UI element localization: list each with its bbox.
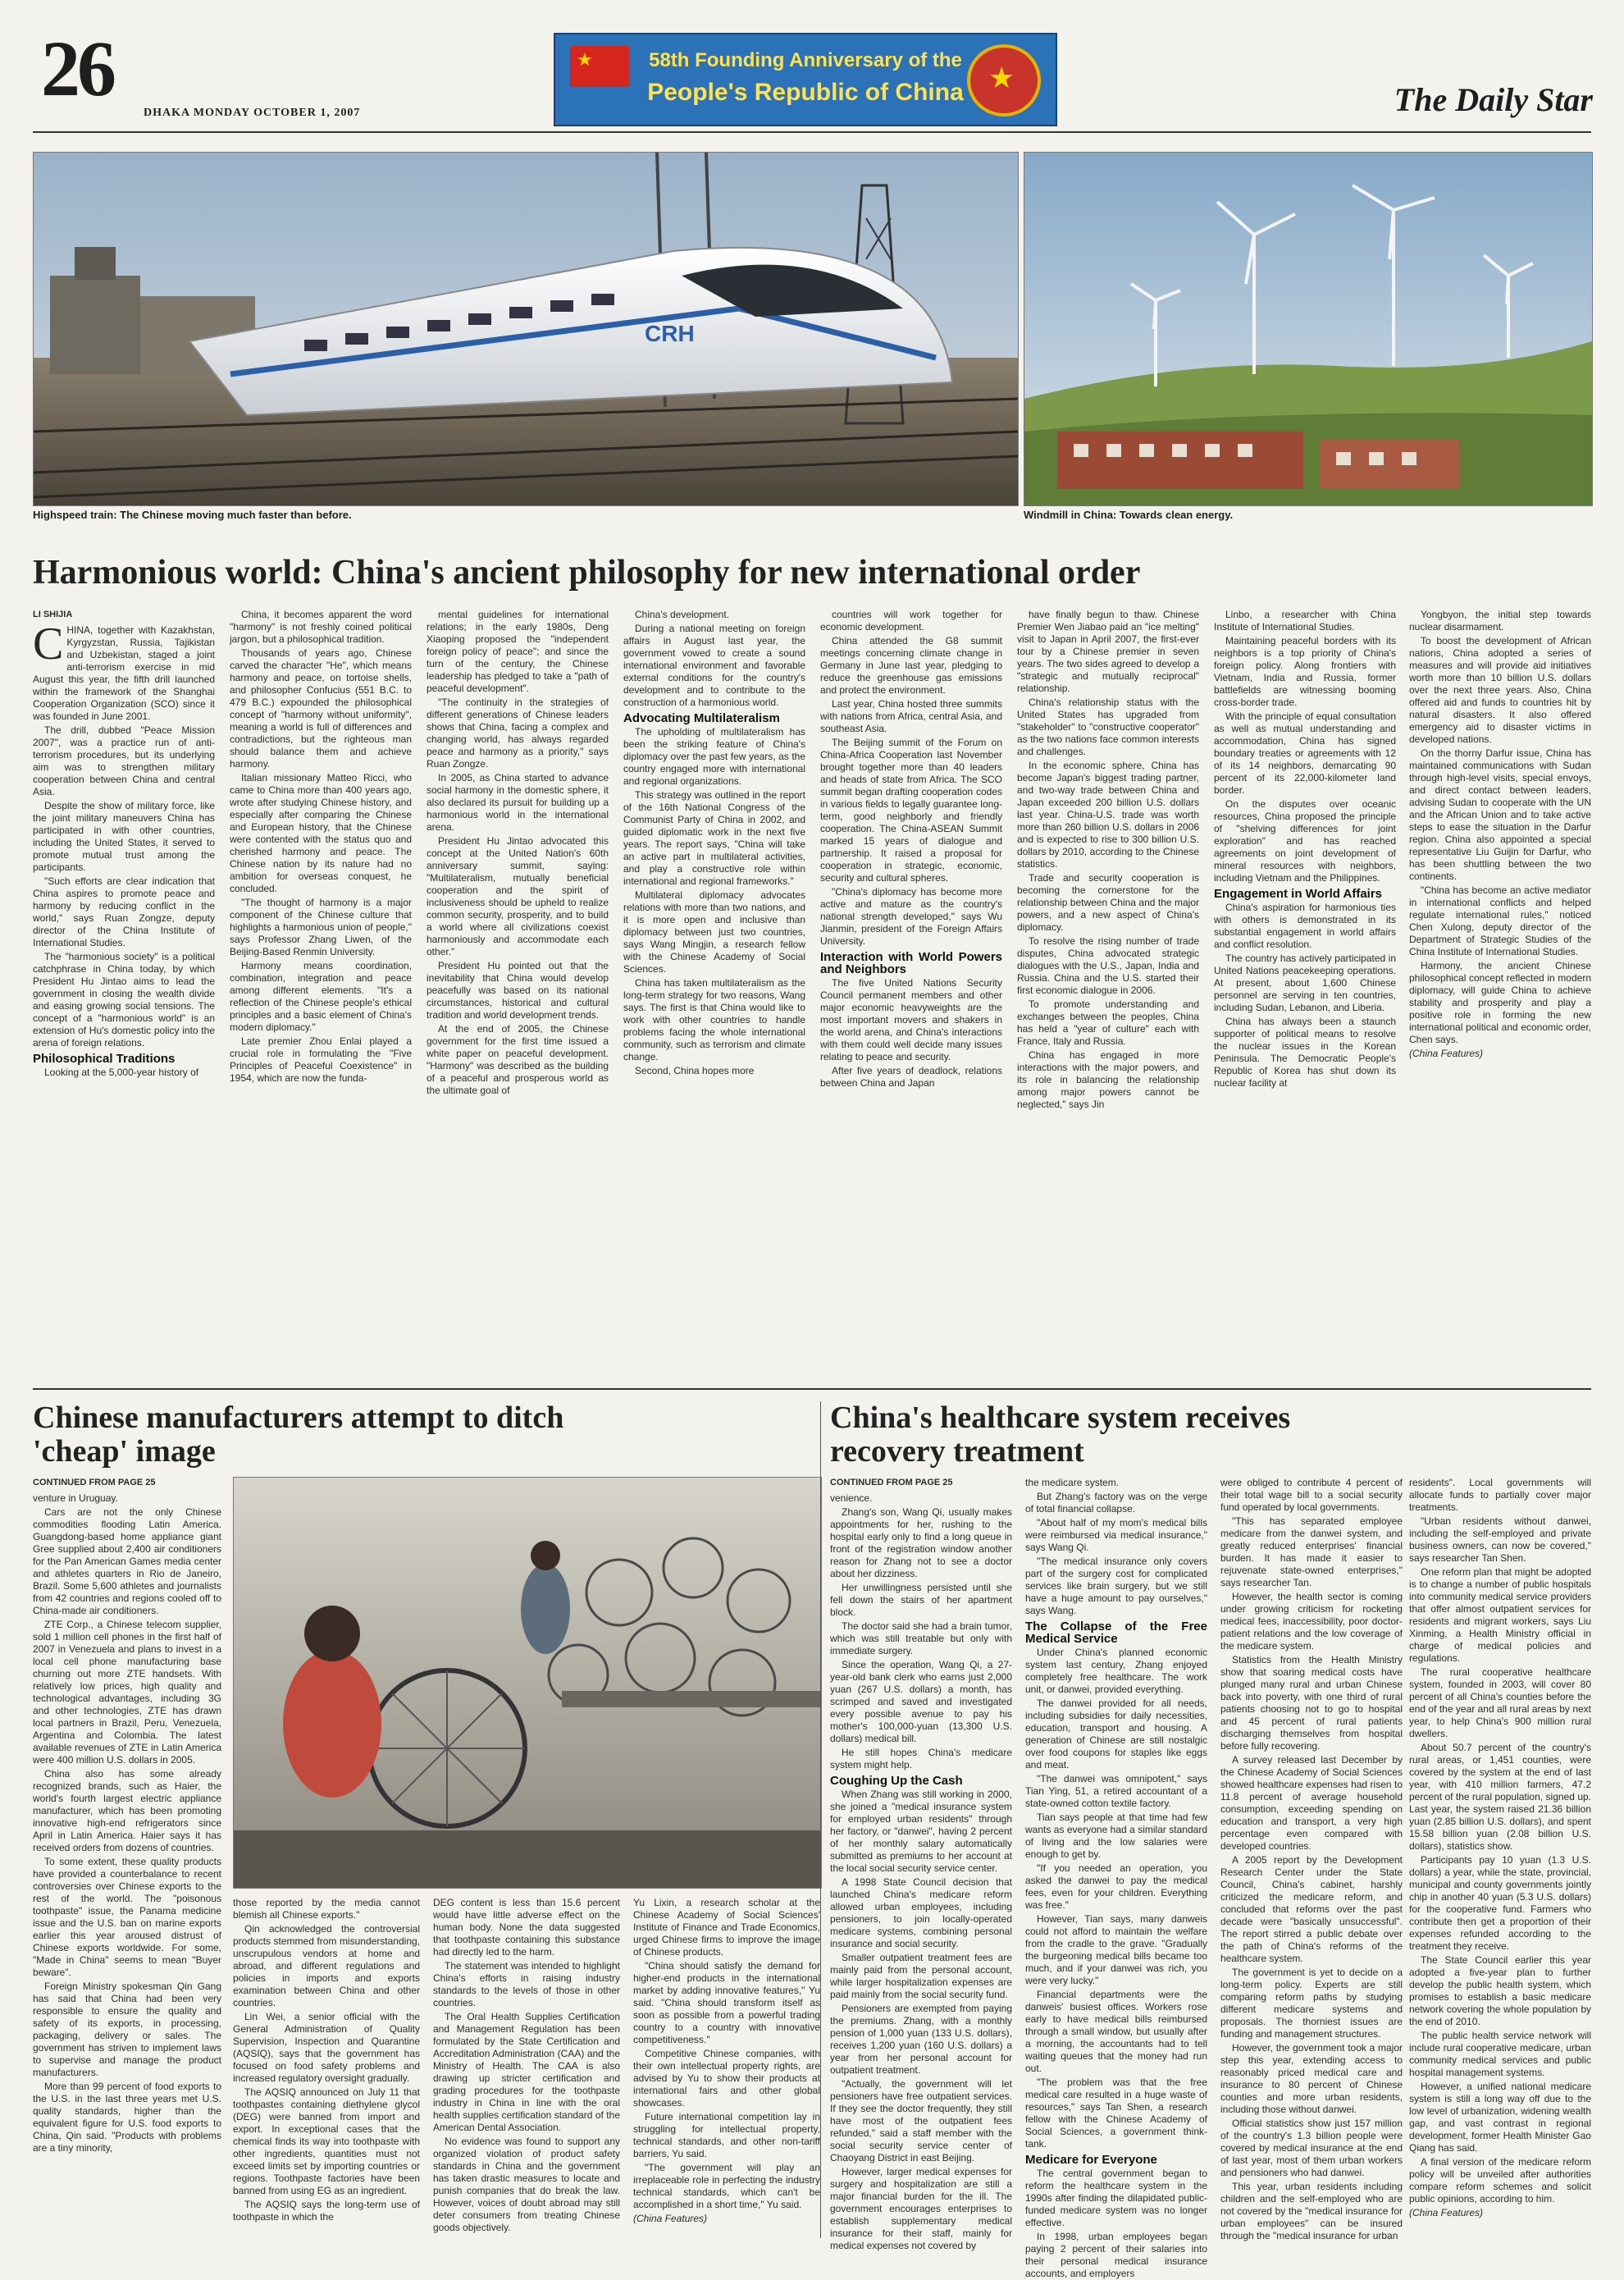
article1-paragraph: Harmony means coordination, combination, integration and peace among different elements. "It's a reflection of the Chinese people's ethical principles and a basic element of China's modern diplomacy." [230, 960, 412, 1033]
article1-paragraph: "China has become an active mediator in international conflicts and helped regulate international rules," noticed Chen Xulong, deputy director of the Department of Strategic Studies of the China Institute of International Studies. [1409, 884, 1591, 957]
article3-subhead: Medicare for Everyone [1025, 2153, 1157, 2167]
article2-paragraph: More than 99 percent of food exports to the U.S. in the last three years met U.S. quality standards, higher than the equivalent figure for U.S. food exports to China, Qin said. "Products with problems are a tiny minority, [33, 2081, 221, 2154]
article3-paragraph: A survey released last December by the Chinese Academy of Social Sciences showed healthcare expenses had risen to 11.8 percent of average household consumption, exceeding spending on education and transport, a very high percentage even compared with developed countries. [1220, 1754, 1403, 1852]
article1-paragraph: This strategy was outlined in the report of the 16th National Congress of the Communist Party of China in 2002, and guided diplomatic work in the next five years. The report says, "China will take an active part in multilateral activities, and play a constructive role within international and regional frameworks." [623, 789, 805, 887]
article1-paragraph: The five United Nations Security Council permanent members and other major economic heavyweights are the most important movers and shakers in the world arena, and China's interactions with them could well decide many issues relating to peace and security. [820, 977, 1002, 1062]
article1-paragraph: During a national meeting on foreign affairs in August last year, the government vowed to create a sound international environment and favorable external conditions for the country's development and to contribute to the construction of a harmonious world. [623, 623, 805, 708]
article1-paragraph: In 2005, as China started to advance social harmony in the domestic sphere, it also declared its pursuit for building up a harmonious world in the international arena. [427, 772, 609, 833]
anniversary-banner [554, 33, 1057, 126]
article1-paragraph: "The thought of harmony is a major component of the Chinese culture that highlights a harmonious union of people," says Professor Zhang Liwen, of the Beijing-Based Renmin University. [230, 897, 412, 957]
article2-paragraph: those reported by the media cannot blemish all Chinese exports." [233, 1897, 420, 1921]
article1-subhead: Advocating Multilateralism [623, 711, 780, 725]
article1-paragraph: mental guidelines for international relations; in the early 1980s, Deng Xiaoping proposed the "independent foreign policy of peace"; and since the turn of the century, the Chinese leadership has pledged to take a "path of peaceful development". [427, 609, 609, 694]
article3-paragraph: The central government began to reform the healthcare system in the 1990s after finding the dilapidated public-funded medicare system was no longer effective. [1025, 2168, 1207, 2228]
article3-paragraph: venience. [830, 1492, 873, 1504]
article3-paragraph: The government is yet to decide on a long-term policy. Experts are still comparing reform paths by studying different medicare systems and proposals. The thorniest issues are funding and management structures. [1220, 1967, 1403, 2040]
article3-paragraph: Since the operation, Wang Qi, a 27-year-old bank clerk who earns just 2,000 yuan (267 U.S. dollars) a month, has scrimped and saved and investigated every possible avenue to pay his mother's 100,000-yuan (13,300 U.S. dollars) medical bill. [830, 1659, 1012, 1744]
masthead-rule [33, 131, 1591, 133]
article1-paragraph: countries will work together for economic development. [820, 609, 1002, 633]
article1-paragraph: After five years of deadlock, relations between China and Japan [820, 1065, 1002, 1089]
article3-paragraph: The danwei provided for all needs, including subsidies for daily necessities, education, transport and housing. A generation of Chinese are still nostalgic over food coupons for staples like eggs and meat. [1025, 1697, 1207, 1771]
article3-headline [830, 1401, 1591, 1469]
article1-paragraph: To resolve the rising number of trade disputes, China advocated strategic dialogues with the U.S., Japan, India and Russia. China and the U.S. started their first economic dialogue in 2006. [1017, 935, 1199, 996]
article1-paragraph: President Hu pointed out that the inevitability that China would develop peacefully was based on its national circumstances, historical and cultural tradition and world development trends. [427, 960, 609, 1021]
article3-paragraph: One reform plan that might be adopted is to change a number of public hospitals into community medical service providers that offer almost outpatient services for residents and migrant workers, says Liu Xinming, a Health Ministry official in charge of medical policies and regulations. [1409, 1566, 1591, 1664]
page-number: 26 [41, 25, 113, 112]
article2-paragraph: DEG content is less than 15.6 percent would have little adverse effect on the human body. None the data suggested that toothpaste containing this substance had directly led to the harm. [433, 1897, 620, 1958]
article2-column-1 [33, 1477, 221, 2236]
article3-paragraph: A 1998 State Council decision that launched China's medicare reform allowed urban employees, including pensioners, to join locally-operated medicare systems, combining personal insurance and social security. [830, 1876, 1012, 1949]
article1-paragraph: China, it becomes apparent the word "harmony" is not freshly coined political jargon, but a philosophical tradition. [230, 609, 412, 645]
article1-column-4 [623, 609, 805, 1364]
article2-paragraph: Future international competition lay in struggling for intellectual property, technical standards, and other non-tariff barriers, Yu said. [633, 2111, 820, 2159]
article1-headline: Harmonious world: China's ancient philosophy for new international order [33, 554, 1141, 592]
article3-paragraph: The rural cooperative healthcare system, founded in 2003, will cover 80 percent of all China's counties before the end of the year and all rural areas by next year, to help China's 900 million rural dwellers. [1409, 1666, 1591, 1739]
windmill-photo-caption: Windmill in China: Towards clean energy. [1024, 509, 1234, 521]
factory-photo [233, 1477, 822, 1889]
article2-paragraph: No evidence was found to support any organized violation of product safety standards in China and the government has taken drastic measures to locate and punish companies that do break the law. However, voices of doubt abroad may still deter consumers from treating Chinese goods objectively. [433, 2136, 620, 2233]
article1-paragraph: Italian missionary Matteo Ricci, who came to China more than 400 years ago, wrote after studying Chinese history, and especially after comparing the Chinese and European history, that the Chinese were contented with the status quo and cherished harmony and peace. The Chinese nation by its nature had no ambition for overseas conquest, he concluded. [230, 772, 412, 894]
article2-paragraph: Qin acknowledged the controversial products stemmed from misunderstanding, unscrupulous vendors at home and abroad, and different regulations and policies in imports and exports examination between China and other countries. [233, 1923, 420, 2008]
article2-continued: CONTINUED FROM PAGE 25 [33, 1478, 156, 1487]
article2-paragraph: Competitive Chinese companies, with their own intellectual property rights, are advised by Yu to show their products at international fairs and other global showcases. [633, 2048, 820, 2109]
article3-paragraph: were obliged to contribute 4 percent of their total wage bill to a social security fund operated by local governments. [1220, 1477, 1403, 1513]
article3-paragraph: In 1998, urban employees began paying 2 percent of their salaries into their personal medical insurance accounts, and employers [1025, 2231, 1207, 2279]
article2-paragraph: Foreign Ministry spokesman Qin Gang has said that China had been very responsible to ensure the quality and safety of its exports, in processing, packaging, delivery or sales. The government has striven to implement laws to supervise and manage the product manufacturers. [33, 1981, 221, 2078]
article1-paragraph: The "harmonious society" is a political catchphrase in China today, by which President Hu Jintao aims to lead the government in closing the wealth divide and easing growing social tensions. The concept of a "harmonious world" is an extension of Hu's domestic policy into the arena of foreign relations. [33, 951, 215, 1049]
article3-paragraph: "This has separated employee medicare from the danwei system, and greatly reduced enterprises' financial burden. It has made it easier to rejuvenate state-owned enterprises," says researcher Tan. [1220, 1515, 1403, 1588]
article3-paragraph: Participants pay 10 yuan (1.3 U.S. dollars) a year, while the state, provincial, municipal and county governments jointly chip in another 40 yuan (5.3 U.S. dollars) for the cooperative fund. Farmers who contribute then get a proportion of their expenses refunded according to the treatment they receive. [1409, 1854, 1591, 1952]
article1-paragraph: "China's diplomacy has become more active and mature as the country's national strength developed," says Wu Jianmin, president of the Foreign Affairs University. [820, 886, 1002, 947]
article2-column-4 [633, 1897, 820, 2240]
article1-credit: (China Features) [1409, 1048, 1484, 1059]
article1-paragraph: On the thorny Darfur issue, China has maintained communications with Sudan through high-level visits, special envoys, and direct contact between leaders, advising Sudan to cooperate with the UN and the African Union and to take active steps to ease the situation in the Darfur region. China also appointed a special representative Liu Guijin for Darfur, who has been shuttling between the two continents. [1409, 747, 1591, 882]
article3-subhead: Coughing Up the Cash [830, 1774, 963, 1788]
article2-paragraph: The Oral Health Supplies Certification and Management Regulation has been formulated by the State Certification and Accreditation Administration (CAA) and the Ministry of Health. The CAA is also drawing up stricter certification and grading procedures for the toothpaste industry in China in line with the oral health supplies certification standard of the American Dental Association. [433, 2011, 620, 2133]
article1-paragraph: Maintaining peaceful borders with its neighbors is a top priority of China's foreign policy. Along frontiers with Vietnam, India and Russia, former battlefields are witnessing booming cross-border trade. [1214, 635, 1396, 708]
article2-paragraph: To some extent, these quality products have provided a counterbalance to recent controversies over Chinese exports to the rest of the world. The "poisonous toothpaste" issue, the Panama medicine issue and the U.S. ban on marine exports earlier this year aroused distrust of Chinese exports worldwide. For some, "Made in China" seems to mean "Buyer beware". [33, 1856, 221, 1978]
article1-paragraph: China's relationship status with the United States has upgraded from "stakeholder" to "constructive cooperator" as the two nations face common interests and challenges. [1017, 697, 1199, 757]
article1-paragraph: Last year, China hosted three summits with nations from Africa, central Asia, and southeast Asia. [820, 698, 1002, 734]
article1-paragraph: Late premier Zhou Enlai played a crucial role in formulating the "Five Principles of Peaceful Coexistence" in 1954, which are now the funda- [230, 1035, 412, 1084]
article1-column-1 [33, 609, 215, 1364]
article3-paragraph: However, Tian says, many danweis could not afford to maintain the welfare from the cradle to the grave. "Gradually the burgeoning medical bills became too much, and if your danwei was rich, you were very lucky." [1025, 1913, 1207, 1986]
article1-paragraph: The Beijing summit of the Forum on China-Africa Cooperation last November brought together more than 40 leaders and heads of state from Africa. The SCO summit began drafting cooperation codes in various fields to legally guarantee long-term, good neighborly and friendly cooperation. The China-ASEAN Summit marked 15 years of dialogue and partnership. It raised a proposal for cooperation in strategic, economic, security and cultural spheres. [820, 737, 1002, 884]
article1-column-5 [820, 609, 1002, 1364]
article2-paragraph: venture in Uruguay. [33, 1492, 118, 1504]
article3-paragraph: However, the government took a major step this year, extending access to reasonably priced medical care and insurance to 80 percent of Chinese counties and more urban residents, including those without danwei. [1220, 2042, 1403, 2115]
article1-paragraph: Despite the show of military force, like the joint military maneuvers China has participated in with other countries, including the United States, it served to promote mutual trust among the participants. [33, 800, 215, 873]
article3-paragraph: However, a unified national medicare system is still a long way off due to the low level of urbanization, widening wealth gap, and vast contrast in regional development, former Health Minister Gao Qiang has said. [1409, 2081, 1591, 2154]
article1-paragraph: Harmony, the ancient Chinese philosophical concept reflected in modern diplomacy, will guide China to achieve stability and prosperity and play a positive role in forming the new international political and economic order, Chen says. [1409, 960, 1591, 1045]
article3-column-3 [1220, 1477, 1403, 2241]
article3-column-1 [830, 1477, 1012, 2251]
article1-paragraph: To boost the development of African nations, China adopted a series of measures and will provide aid initiatives worth more than 10 billion U.S. dollars over the next three years. Also, China offered aid and funds to countries hit by natural disasters. It also offered emergency aid to disaster victims in developed nations. [1409, 635, 1591, 745]
article1-paragraph: With the principle of equal consultation as well as mutual understanding and accommodation, China has signed boundary treaties or agreements with 12 of its 14 neighbors, demarcating 90 percent of its 22,000-kilometer land border. [1214, 711, 1396, 796]
article2-headline-line-2: 'cheap' image [33, 1434, 216, 1469]
article1-paragraph: China's development. [635, 609, 730, 620]
article1-paragraph: Thousands of years ago, Chinese carved the character "He", which means harmony and peace, on tortoise shells, and philosopher Confucius (551 B.C. to 479 B.C.) expounded the philosophical concept of "harmony without uniformity", meaning a world is full of differences and contradictions, but the righteous man should balance them and achieve harmony. [230, 647, 412, 770]
article1-column-2 [230, 609, 412, 1364]
article2-headline-line-1: Chinese manufacturers attempt to ditch [33, 1400, 564, 1435]
article3-paragraph: Zhang's son, Wang Qi, usually makes appointments for her, rushing to the hospital early only to find a long queue in front of the registration window another reason for Zhang not to see a doctor about her dizziness. [830, 1506, 1012, 1579]
article3-headline-line-1: China's healthcare system receives [830, 1400, 1291, 1435]
article3-paragraph: A final version of the medicare reform policy will be unveiled after authorities compare reform schemes and solicit public opinions, according to him. [1409, 2156, 1591, 2205]
train-photo-caption: Highspeed train: The Chinese moving much faster than before. [33, 509, 352, 521]
article1-paragraph: Yongbyon, the initial step towards nuclear disarmament. [1409, 609, 1591, 633]
article3-paragraph: However, the health sector is coming under growing criticism for rocketing medical fees, inaccessibility, poor doctor-patient relations and the low coverage of the medicare system. [1220, 1591, 1403, 1652]
article1-paragraph: "The continuity in the strategies of different generations of Chinese leaders shows that China, facing a complex and changing world, has always regarded peace and harmony as a priority," says Ruan Zongze. [427, 697, 609, 770]
article3-paragraph: Tian says people at that time had few wants as everyone had a similar standard of living and the low salaries were enough to get by. [1025, 1812, 1207, 1860]
article2-paragraph: Cars are not the only Chinese commodities flooding Latin America. Guangdong-based home appliance giant Gree supplied about 2,400 air conditioners for the Pan American Games media center and athletes quarters in Rio de Janeiro, Brazil. Some 5,600 athletes and journalists from 42 countries and regions cooled off to China-made air conditioners. [33, 1506, 221, 1616]
article3-paragraph: "About half of my mom's medical bills were reimbursed via medical insurance," says Wang Qi. [1025, 1517, 1207, 1553]
article3-paragraph: "The medical insurance only covers part of the surgery cost for complicated services like brain surgery, but we still have a huge amount to pay ourselves," says Wang. [1025, 1556, 1207, 1616]
article1-subhead: Engagement in World Affairs [1214, 887, 1383, 901]
article2-credit: (China Features) [633, 2213, 708, 2224]
article1-paragraph: Trade and security cooperation is becoming the cornerstone for the relationship between China and the major powers, and a new aspect of China's diplomacy. [1017, 872, 1199, 933]
article3-column-4 [1409, 1477, 1591, 2236]
article3-paragraph: But Zhang's factory was on the verge of total financial collapse. [1025, 1491, 1207, 1515]
article1-paragraph: Multilateral diplomacy advocates relations with more than two nations, and it is more open and inclusive than diplomacy between just two countries, says Wang Mingjin, a research fellow with the Chinese Academy of Social Sciences. [623, 889, 805, 975]
article1-paragraph: China has taken multilateralism as the long-term strategy for two reasons, Wang says. The first is that China would like to work with other countries to handle problems facing the whole international community, such as terrorism and climate change. [623, 977, 805, 1062]
article3-paragraph: When Zhang was still working in 2000, she joined a "medical insurance system for employed urban residents" through her factory, or "danwei", having 2 percent of her monthly salary automatically submitted as premiums to her account at the local social security service center. [830, 1789, 1012, 1874]
article2-column-3 [433, 1897, 620, 2240]
article3-paragraph: "The danwei was omnipotent," says Tian Ying, 51, a retired accountant of a state-owned cotton textile factory. [1025, 1773, 1207, 1809]
article3-paragraph: Under China's planned economic system last century, Zhang enjoyed completely free healthcare. The work unit, or danwei, provided everything. [1025, 1647, 1207, 1695]
banner-line-2: People's Republic of China [647, 79, 964, 106]
article3-paragraph: Smaller outpatient treatment fees are mainly paid from the personal account, while larger hospitalization expenses are paid mainly from the social security fund. [830, 1952, 1012, 2000]
article3-continued: CONTINUED FROM PAGE 25 [830, 1478, 953, 1487]
section-rule [33, 1388, 1591, 1390]
column-divider [820, 1401, 821, 2238]
article1-paragraph: have finally begun to thaw. Chinese Premier Wen Jiabao paid an "ice melting" visit to Japan in April 2007, the first-ever tour by a Chinese premier in seven years. The two sides agreed to develop a "strategic and mutually reciprocal" relationship. [1017, 609, 1199, 694]
article2-paragraph: The statement was intended to highlight China's efforts in raising industry standards to the levels of those in other countries. [433, 1960, 620, 2008]
article1-paragraph: China has always been a staunch supporter of political means to resolve the nuclear issues in the Korean Peninsula. The Democratic People's Republic of Korea has shut down its nuclear facility at [1214, 1016, 1396, 1089]
article3-paragraph: residents". Local governments will allocate funds to partially cover major treatments. [1409, 1477, 1591, 1513]
article3-paragraph: However, larger medical expenses for surgery and hospitalization are still a major financial burden for the ill. The government encourages enterprises to establish supplementary medical insurance for their staff, mainly for medical expenses not covered by [830, 2166, 1012, 2251]
article1-paragraph: China's aspiration for harmonious ties with others is demonstrated in its substantial engagement in world affairs and conflict resolution. [1214, 902, 1396, 950]
article3-paragraph: the medicare system. [1025, 1477, 1120, 1488]
article3-column-2 [1025, 1477, 1207, 2279]
article1-column-7 [1214, 609, 1396, 1364]
article2-paragraph: The AQSIQ announced on July 11 that toothpastes containing diethylene glycol (DEG) were banned from import and export. In exceptional cases that the chemical finds its way into toothpaste with other ingredients, quantities must not exceed limits set by importing countries or regions. Toothpaste factories have been banned from using EG as an ingredient. [233, 2086, 420, 2196]
article3-paragraph: A 2005 report by the Development Research Center under the State Council, China's cabinet, harshly criticized the medicare reform, and concluded that reforms over the past decade were "basically unsuccessful". The report stirred a public debate over the path of China's reforms of the healthcare system. [1220, 1854, 1403, 1964]
article3-paragraph: Pensioners are exempted from paying the premiums. Zhang, with a monthly pension of 1,000 yuan (133 U.S. dollars), receives 1,200 yuan (160 U.S. dollars) a year from her personal account for outpatient treatment. [830, 2003, 1012, 2076]
banner-line-1: 58th Founding Anniversary of the [649, 49, 962, 71]
article3-paragraph: The doctor said she had a brain tumor, which was still treatable but only with immediate surgery. [830, 1620, 1012, 1656]
article2-paragraph: China also has some already recognized brands, such as Haier, the world's fourth largest electric appliance manufacturer, which has been promoting innovative high-end refrigerators since April in Latin America. Haier says it has received orders from dozens of countries. [33, 1768, 221, 1853]
article3-paragraph: Financial departments were the danweis' busiest offices. Workers rose early to have medical bills reimbursed through a small window, but usually after a morning, the accountants had to tell waiting queues that the money had run out. [1025, 1989, 1207, 2074]
article3-paragraph: He still hopes China's medicare system might help. [830, 1747, 1012, 1771]
article2-paragraph: The AQSIQ says the long-term use of toothpaste in which the [233, 2199, 420, 2223]
article3-paragraph: "Actually, the government will let pensioners have free outpatient services. If they see the doctor frequently, they still have most of the outpatient fees refunded," said a staff member with the social security service center of Chaoyang District in east Beijing. [830, 2078, 1012, 2163]
article1-dropcap: C [33, 619, 64, 669]
article1-paragraph: China attended the G8 summit meetings concerning climate change in Germany in June last year, pledging to reduce the greenhouse gas emissions and protect the environment. [820, 635, 1002, 696]
article3-paragraph: Her unwillingness persisted until she fell down the stairs of her apartment block. [830, 1582, 1012, 1618]
train-mark-text: CRH [645, 321, 695, 346]
article1-paragraph: "Such efforts are clear indication that China aspires to promote peace and harmony by reducing conflict in the world," says Ruan Zongze, deputy director of the China Institute of International Studies. [33, 875, 215, 948]
train-photo [33, 152, 1019, 506]
paper-logo: The Daily Star [1394, 81, 1593, 118]
article2-paragraph: "China should satisfy the demand for higher-end products in the international market by adding innovative features," Yu said. "China should transform itself as soon as possible from a powerful trading country to a country with innovative competitiveness." [633, 1960, 820, 2045]
article3-paragraph: About 50.7 percent of the country's rural areas, or 1,451 counties, were covered by the system at the end of last year, with 410 million farmers, 47.2 percent of the rural population, signed up. Last year, the system raised 21.36 billion yuan (2.85 billion U.S. dollars), and spent 15.58 billion yuan (2.08 billion U.S. dollars), statistics show. [1409, 1742, 1591, 1852]
article2-headline [33, 1401, 820, 1469]
article1-paragraph: The drill, dubbed "Peace Mission 2007", was a practice run of anti-terrorism procedures, but its underlying aim was to strengthen military cooperation between China and central Asia. [33, 724, 215, 797]
article3-paragraph: Official statistics show just 157 million of the country's 1.3 billion people were covered by medical insurance at the end of last year, most of them urban workers and pensioners who had danwei. [1220, 2118, 1403, 2178]
article2-paragraph: Yu Lixin, a research scholar at the Chinese Academy of Social Sciences' Institute of Finance and Trade Economics, urged Chinese firms to improve the image of Chinese products. [633, 1897, 820, 1958]
article3-subhead: The Collapse of the Free Medical Service [1025, 1620, 1207, 1646]
article1-paragraph: Second, China hopes more [635, 1065, 755, 1076]
dateline: DHAKA MONDAY OCTOBER 1, 2007 [144, 107, 361, 119]
article1-paragraph: In the economic sphere, China has become Japan's biggest trading partner, and two-way trade between China and Japan exceeded 200 billion U.S. dollars last year. China-U.S. trade was worth more than 260 billion U.S. dollars in 2006 and is expected to rise to 300 billion U.S. dollars by 2010, according to the Chinese statistics. [1017, 760, 1199, 870]
article1-subhead: Interaction with World Powers and Neighbors [820, 950, 1002, 976]
article1-column-6 [1017, 609, 1199, 1364]
article2-paragraph: "The government will play an irreplaceable role in perfecting the industry technical standards, which can't be accomplished in a short time," Yu said. [633, 2162, 820, 2210]
article1-paragraph: HINA, together with Kazakhstan, Kyrgyzstan, Russia, Tajikistan and Uzbekistan, staged a joint anti-terrorism exercise in mid August this year, the fifth drill launched within the framework of the Shanghai Cooperation Organization (SCO) since it was founded in June 2001. [33, 624, 215, 722]
article1-paragraph: Linbo, a researcher with China Institute of International Studies. [1214, 609, 1396, 633]
article3-paragraph: This year, urban residents including children and the self-employed who are not covered by the "medical insurance for urban employees" can be insured through the "medical insurance for urban [1220, 2181, 1403, 2241]
article3-headline-line-2: recovery treatment [830, 1434, 1084, 1469]
article1-subhead: Philosophical Traditions [33, 1052, 176, 1066]
article3-paragraph: "Urban residents without danwei, including the self-employed and private business owners, can now be covered," says researcher Tan Shen. [1409, 1515, 1591, 1564]
article2-paragraph: Lin Wei, a senior official with the General Administration of Quality Supervision, Inspection and Quarantine (AQSIQ), says that the government has focused on food safety problems and increased regulatory oversight gradually. [233, 2011, 420, 2084]
national-emblem-icon: ★ [967, 44, 1041, 117]
article1-paragraph: At the end of 2005, the Chinese government for the first time issued a white paper on peaceful development. "Harmony" was described as the building of a peaceful and prosperous world as the ultimate goal of [427, 1023, 609, 1096]
article1-paragraph: The country has actively participated in United Nations peacekeeping operations. At present, about 1,600 Chinese personnel are serving in ten countries, including Sudan, Lebanon, and Liberia. [1214, 953, 1396, 1013]
article3-paragraph: Statistics from the Health Ministry show that soaring medical costs have plunged many rural and urban Chinese back into poverty, with one third of rural patients choosing not to go to hospital and 45 percent of rural patients discharging themselves from hospital before fully recovering. [1220, 1654, 1403, 1752]
article1-byline: LI SHIJIA [33, 610, 73, 619]
article3-paragraph: "The problem was that the free medical care resulted in a huge waste of resources," says Tan Shen, a research fellow with the Chinese Academy of Social Sciences, a government think-tank. [1025, 2077, 1207, 2150]
article2-paragraph: ZTE Corp., a Chinese telecom supplier, sold 1 million cell phones in the first half of 2007 in Venezuela and plans to invest in a local cell phone manufacturing base churning out more ZTE handsets. With relatively low prices, high quality and technological advantages, including 3G and other technologies, ZTE has drawn local partners in Brazil, Peru, Venezuela, Argentina and Colombia. The latest available revenues of ZTE in Latin America were 400 million U.S. dollars in 2005. [33, 1619, 221, 1766]
china-flag-icon: ★ [570, 46, 629, 87]
article1-paragraph: On the disputes over oceanic resources, China proposed the principle of "shelving differences for joint exploration" and has reached agreements on joint development of mineral resources with neighbors, including Vietnam and the Philippines. [1214, 798, 1396, 884]
article2-column-2 [233, 1897, 420, 2240]
article3-paragraph: The public health service network will include rural cooperative medicare, urban community medical services and public hospital management systems. [1409, 2030, 1591, 2078]
article1-paragraph: To promote understanding and exchanges between the peoples, China has held a "year of culture" each with France, Italy and Russia. [1017, 998, 1199, 1047]
windmill-photo [1024, 152, 1593, 506]
article3-paragraph: The State Council earlier this year adopted a five-year plan to further develop the public health system, which promises to establish a basic medicare network covering the whole population by the end of 2010. [1409, 1954, 1591, 2027]
article1-paragraph: China has engaged in more interactions with the major powers, and its role in balancing the relationship among major powers cannot be neglected," says Jin [1017, 1049, 1199, 1110]
article3-credit: (China Features) [1409, 2207, 1484, 2218]
article3-paragraph: "If you needed an operation, you asked the danwei to pay the medical fees, even for your children. Everything was free." [1025, 1862, 1207, 1911]
article1-paragraph: The upholding of multilateralism has been the striking feature of China's diplomacy over the past few years, as the country engaged more with international and regional organizations. [623, 726, 805, 787]
article1-column-8 [1409, 609, 1591, 1364]
article1-paragraph: Looking at the 5,000-year history of [44, 1067, 199, 1078]
article1-paragraph: President Hu Jintao advocated this concept at the United Nation's 60th anniversary summit, saying: "Multilateralism, mutually beneficial cooperation and the spirit of inclusiveness should be upheld to realize common security, prosperity, and to build a world where all civilizations coexist harmoniously and accommodate each other." [427, 835, 609, 957]
svg-text:CRH [645, 321, 695, 346]
article1-column-3 [427, 609, 609, 1364]
